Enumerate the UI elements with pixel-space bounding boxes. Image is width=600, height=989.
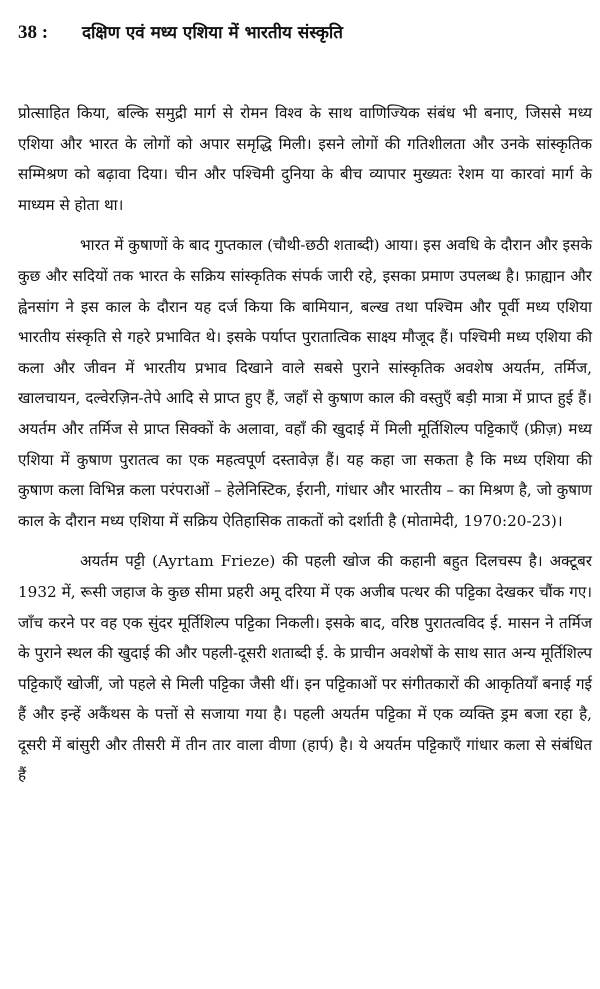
chapter-title: दक्षिण एवं मध्य एशिया में भारतीय संस्कृति xyxy=(82,23,343,43)
page-header xyxy=(18,20,592,50)
page-number: 38 : xyxy=(18,22,49,43)
body-text xyxy=(18,98,592,791)
paragraph-1: प्रोत्साहित किया, बल्कि समुद्री मार्ग से रोमन विश्व के साथ वाणिज्यिक संबंध भी बनाए, जिससे मध्य एशिया और भारत के लोगों को अपार समृद्धि मिली। इसने लोगों की गतिशीलता और उनके सांस्कृतिक सम्मिश्रण को बढ़ावा दिया। चीन और पश्चिमी दुनिया के बीच व्यापार मुख्यतः रेशम या कारवां मार्ग के माध्यम से होता था। xyxy=(18,104,592,214)
paragraph-3: अयर्तम पट्टी (Ayrtam Frieze) की पहली खोज की कहानी बहुत दिलचस्प है। अक्टूबर 1932 में, रूसी जहाज के कुछ सीमा प्रहरी अमू दरिया में एक अजीब पत्थर की पट्टिका देखकर चौंक गए। जाँच करने पर वह एक सुंदर मूर्तिशिल्प पट्टिका निकली। इसके बाद, वरिष्ठ पुरातत्वविद ई. मासन ने तर्मिज के पुराने स्थल की खुदाई की और पहली-दूसरी शताब्दी ई. के प्राचीन अवशेषों के साथ सात अन्य मूर्तिशिल्प पट्टिकाएँ खोजीं, जो पहले से मिली पट्टिका जैसी थीं। इन पट्टिकाओं पर संगीतकारों की आकृतियाँ बनाई गई हैं और इन्हें अकैंथस के पत्तों से सजाया गया है। पहली अयर्तम पट्टिका में एक व्यक्ति ड्रम बजा रहा है, दूसरी में बांसुरी और तीसरी में तीन तार वाला वीणा (हार्प) है। ये अयर्तम पट्टिकाएँ गांधार कला से संबंधित हैं xyxy=(18,552,592,785)
paragraph-2: भारत में कुषाणों के बाद गुप्तकाल (चौथी-छठी शताब्दी) आया। इस अवधि के दौरान और इसके कुछ और सदियों तक भारत के सक्रिय सांस्कृतिक संपर्क जारी रहे, इसका प्रमाण उपलब्ध है। फ़ाह्यान और ह्वेनसांग ने इस काल के दौरान यह दर्ज किया कि बामियान, बल्ख तथा पश्चिम और पूर्वी मध्य एशिया भारतीय संस्कृति से गहरे प्रभावित थे। इसके पर्याप्त पुरातात्विक साक्ष्य मौजूद हैं। पश्चिमी मध्य एशिया की कला और जीवन में भारतीय प्रभाव दिखाने वाले सबसे पुराने सांस्कृतिक अवशेष अयर्तम, तर्मिज, खालचायन, दल्वेरज़िन-तेपे आदि से प्राप्त हुए हैं, जहाँ से कुषाण काल की वस्तुएँ बड़ी मात्रा में प्राप्त हुई हैं। अयर्तम और तर्मिज से प्राप्त सिक्कों के अलावा, वहाँ की खुदाई में मिली मूर्तिशिल्प पट्टिकाएँ (फ्रीज़) मध्य एशिया में कुषाण पुरातत्व का एक महत्वपूर्ण दस्तावेज़ हैं। यह कहा जा सकता है कि मध्य एशिया की कुषाण कला विभिन्न कला परंपराओं – हेलेनिस्टिक, ईरानी, गांधार और भारतीय – का मिश्रण है, जो कुषाण काल के दौरान मध्य एशिया में सक्रिय ऐतिहासिक ताकतों को दर्शाती है (मोतामेदी, 1970:20-23)। xyxy=(18,236,592,530)
